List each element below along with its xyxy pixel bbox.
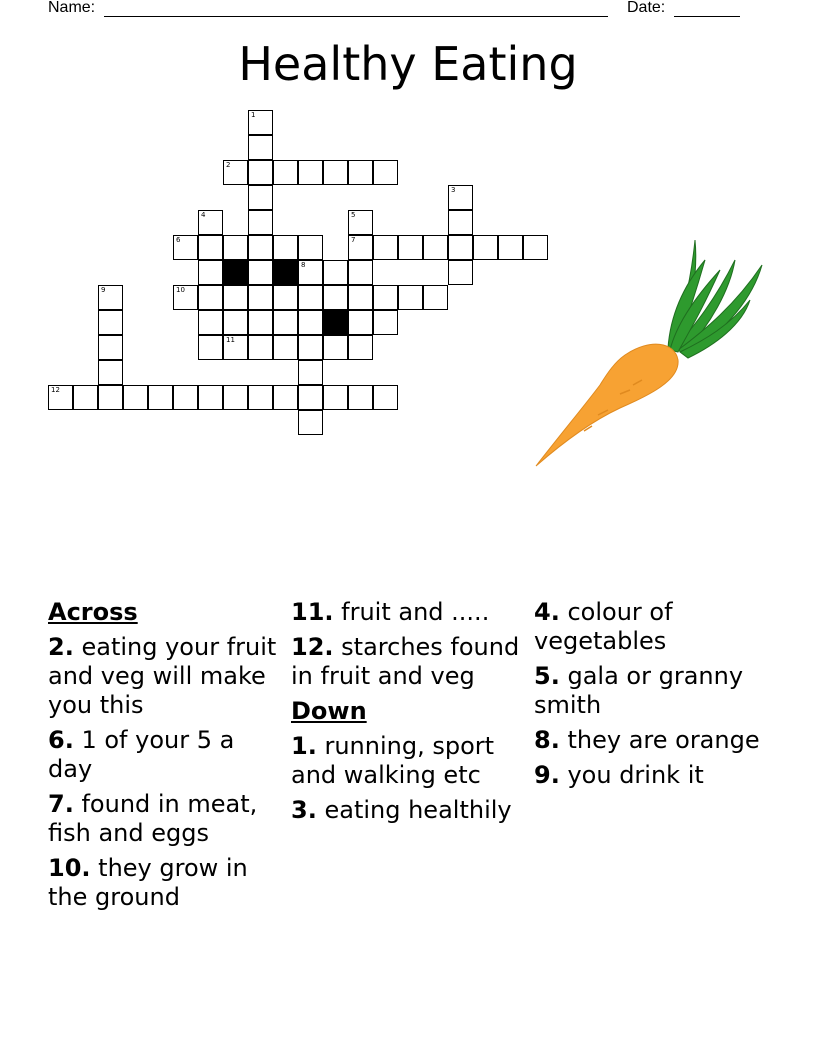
crossword-cell[interactable] <box>298 260 323 285</box>
clue-number: 8 <box>301 261 306 269</box>
crossword-cell[interactable] <box>248 310 273 335</box>
crossword-cell[interactable] <box>273 285 298 310</box>
clue-number: 2 <box>226 161 231 169</box>
crossword-cell[interactable] <box>298 385 323 410</box>
crossword-cell[interactable] <box>273 160 298 185</box>
crossword-cell[interactable] <box>273 235 298 260</box>
crossword-cell[interactable] <box>198 385 223 410</box>
crossword-cell[interactable] <box>223 285 248 310</box>
clue-down-3: 3. eating healthily <box>291 796 512 824</box>
crossword-cell[interactable] <box>298 335 323 360</box>
name-label: Name: <box>48 0 96 16</box>
crossword-cell[interactable] <box>473 235 498 260</box>
clue-down-9: 9. you drink it <box>534 761 704 789</box>
crossword-cell[interactable] <box>298 310 323 335</box>
crossword-cell[interactable] <box>98 385 123 410</box>
crossword-cell[interactable] <box>423 285 448 310</box>
crossword-cell[interactable] <box>248 135 273 160</box>
crossword-cell[interactable] <box>273 310 298 335</box>
crossword-cell[interactable] <box>298 410 323 435</box>
crossword-cell[interactable] <box>48 385 73 410</box>
crossword-cell[interactable] <box>223 335 248 360</box>
crossword-cell[interactable] <box>198 335 223 360</box>
clue-across-12: 12. starches found in fruit and veg <box>291 633 520 690</box>
clues-column-2 <box>291 598 527 831</box>
crossword-cell[interactable] <box>448 185 473 210</box>
crossword-cell[interactable] <box>373 285 398 310</box>
crossword-cell[interactable] <box>373 385 398 410</box>
crossword-cell[interactable] <box>348 260 373 285</box>
crossword-cell[interactable] <box>173 235 198 260</box>
crossword-cell[interactable] <box>323 335 348 360</box>
clue-down-1: 1. running, sport and walking etc <box>291 732 495 789</box>
clue-number: 5 <box>351 211 356 219</box>
crossword-cell[interactable] <box>448 260 473 285</box>
crossword-cell[interactable] <box>398 285 423 310</box>
down-heading: Down <box>291 697 367 725</box>
crossword-cell[interactable] <box>498 235 523 260</box>
crossword-cell[interactable] <box>248 235 273 260</box>
crossword-cell[interactable] <box>348 285 373 310</box>
crossword-cell[interactable] <box>248 210 273 235</box>
crossword-cell[interactable] <box>98 310 123 335</box>
crossword-cell[interactable] <box>148 385 173 410</box>
clue-across-6: 6. 1 of your 5 a day <box>48 726 235 783</box>
crossword-cell[interactable] <box>198 210 223 235</box>
crossword-cell[interactable] <box>173 385 198 410</box>
crossword-cell[interactable] <box>248 185 273 210</box>
carrot-illustration <box>530 230 770 470</box>
clue-number: 3 <box>451 186 456 194</box>
crossword-cell[interactable] <box>198 310 223 335</box>
crossword-cell[interactable] <box>298 285 323 310</box>
date-label: Date: <box>627 0 666 16</box>
clue-across-2: 2. eating your fruit and veg will make you this <box>48 633 277 719</box>
crossword-block-cell <box>273 260 298 285</box>
crossword-cell[interactable] <box>248 260 273 285</box>
crossword-cell[interactable] <box>248 285 273 310</box>
crossword-cell[interactable] <box>273 335 298 360</box>
crossword-cell[interactable] <box>248 335 273 360</box>
clue-number: 6 <box>176 236 181 244</box>
crossword-cell[interactable] <box>223 310 248 335</box>
crossword-cell[interactable] <box>373 160 398 185</box>
crossword-cell[interactable] <box>323 260 348 285</box>
clue-number: 10 <box>176 286 185 294</box>
clue-across-10: 10. they grow in the ground <box>48 854 248 911</box>
clues-column-3 <box>534 598 770 796</box>
crossword-cell[interactable] <box>98 285 123 310</box>
clue-number: 12 <box>51 386 60 394</box>
crossword-cell[interactable] <box>273 385 298 410</box>
crossword-cell[interactable] <box>223 160 248 185</box>
crossword-cell[interactable] <box>398 235 423 260</box>
crossword-cell[interactable] <box>298 235 323 260</box>
crossword-cell[interactable] <box>348 160 373 185</box>
crossword-cell[interactable] <box>248 385 273 410</box>
crossword-cell[interactable] <box>423 235 448 260</box>
clue-number: 4 <box>201 211 206 219</box>
crossword-cell[interactable] <box>323 160 348 185</box>
clue-number: 11 <box>226 336 235 344</box>
crossword-cell[interactable] <box>348 210 373 235</box>
crossword-cell[interactable] <box>248 160 273 185</box>
clue-number: 1 <box>251 111 256 119</box>
clues-column-1 <box>48 598 284 918</box>
crossword-block-cell <box>323 310 348 335</box>
crossword-cell[interactable] <box>123 385 148 410</box>
crossword-cell[interactable] <box>373 310 398 335</box>
crossword-cell[interactable] <box>173 285 198 310</box>
clue-down-5: 5. gala or granny smith <box>534 662 744 719</box>
clue-down-4: 4. colour of vegetables <box>534 598 673 655</box>
crossword-cell[interactable] <box>348 310 373 335</box>
clue-down-8: 8. they are orange <box>534 726 760 754</box>
crossword-cell[interactable] <box>373 235 398 260</box>
across-heading: Across <box>48 598 138 626</box>
crossword-cell[interactable] <box>198 260 223 285</box>
crossword-cell[interactable] <box>198 285 223 310</box>
crossword-cell[interactable] <box>348 335 373 360</box>
crossword-cell[interactable] <box>223 235 248 260</box>
crossword-cell[interactable] <box>198 235 223 260</box>
carrot-leaves-icon <box>668 240 762 358</box>
carrot-body-icon <box>536 344 678 466</box>
crossword-cell[interactable] <box>348 235 373 260</box>
crossword-cell[interactable] <box>248 110 273 135</box>
clue-across-11: 11. fruit and ..... <box>291 598 490 626</box>
crossword-cell[interactable] <box>448 235 473 260</box>
crossword-cell[interactable] <box>73 385 98 410</box>
crossword-cell[interactable] <box>298 360 323 385</box>
crossword-cell[interactable] <box>98 335 123 360</box>
crossword-block-cell <box>223 260 248 285</box>
clue-across-7: 7. found in meat, fish and eggs <box>48 790 258 847</box>
page-title: Healthy Eating <box>238 37 578 91</box>
crossword-cell[interactable] <box>223 385 248 410</box>
crossword-cell[interactable] <box>323 385 348 410</box>
crossword-cell[interactable] <box>298 160 323 185</box>
crossword-cell[interactable] <box>98 360 123 385</box>
crossword-cell[interactable] <box>323 285 348 310</box>
clue-number: 7 <box>351 236 356 244</box>
crossword-cell[interactable] <box>448 210 473 235</box>
crossword-cell[interactable] <box>348 385 373 410</box>
clue-number: 9 <box>101 286 106 294</box>
